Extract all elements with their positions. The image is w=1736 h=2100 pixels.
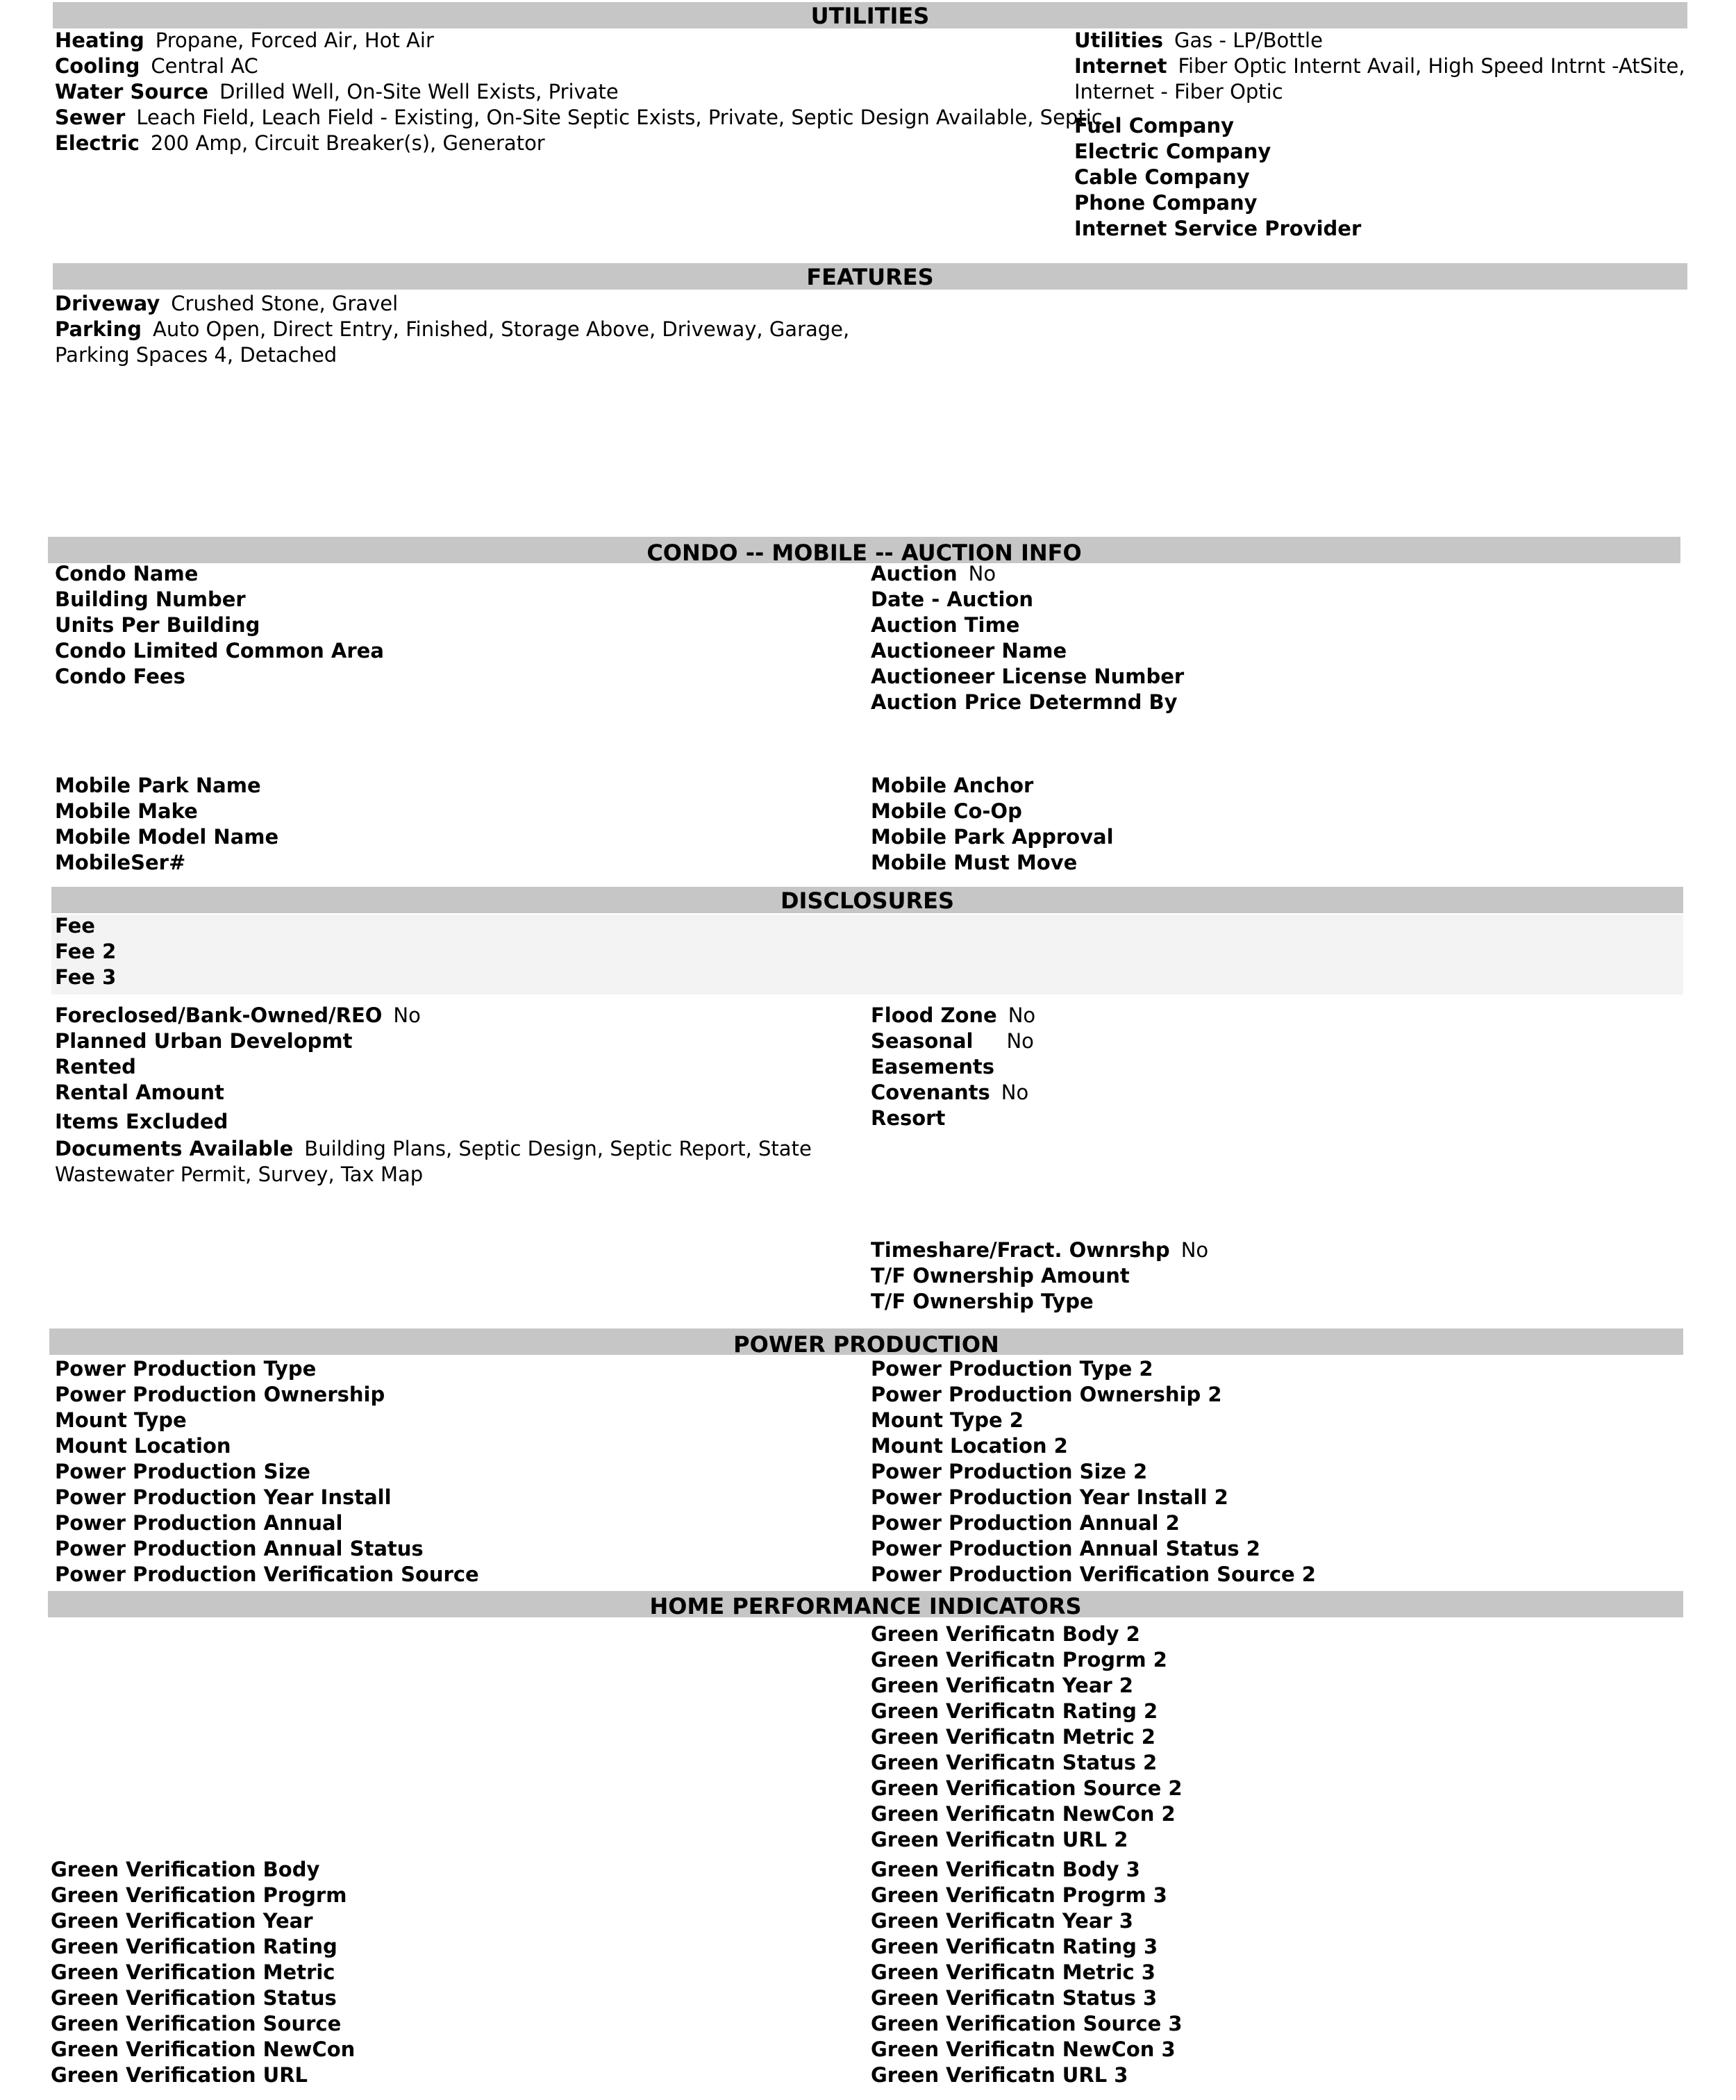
flood-zone-field: Flood Zone No (871, 1003, 1036, 1027)
power-title: POWER PRODUCTION (733, 1331, 999, 1358)
green-year-field: Green Verification Year (51, 1909, 313, 1933)
green-status-3-field: Green Verificatn Status 3 (871, 1986, 1158, 2010)
auction-time-field: Auction Time (871, 613, 1020, 637)
documents-field-cont: Wastewater Permit, Survey, Tax Map (55, 1162, 424, 1186)
fee-field: Fee (55, 914, 95, 938)
power-verification-field: Power Production Verification Source (55, 1562, 479, 1586)
driveway-field: Driveway Crushed Stone, Gravel (55, 292, 399, 315)
items-excluded-field: Items Excluded (55, 1110, 228, 1133)
mobile-model-field: Mobile Model Name (55, 825, 279, 849)
green-progrm-2-field: Green Verificatn Progrm 2 (871, 1648, 1167, 1672)
green-metric-3-field: Green Verificatn Metric 3 (871, 1960, 1155, 1984)
green-source-3-field: Green Verification Source 3 (871, 2012, 1183, 2035)
tf-amount-field: T/F Ownership Amount (871, 1264, 1130, 1288)
resort-field: Resort (871, 1106, 946, 1130)
parking-field-cont: Parking Spaces 4, Detached (55, 343, 337, 367)
mobile-ser-field: MobileSer# (55, 851, 186, 874)
power-annual-field: Power Production Annual (55, 1511, 343, 1535)
easements-field: Easements (871, 1055, 994, 1078)
power-ownership-2-field: Power Production Ownership 2 (871, 1383, 1222, 1406)
green-url-3-field: Green Verificatn URL 3 (871, 2063, 1128, 2087)
isp-field: Internet Service Provider (1074, 217, 1362, 240)
green-metric-field: Green Verification Metric (51, 1960, 335, 1984)
mobile-make-field: Mobile Make (55, 799, 198, 823)
green-url-field: Green Verification URL (51, 2063, 308, 2087)
green-status-field: Green Verification Status (51, 1986, 337, 2010)
documents-field: Documents Available Building Plans, Septic Design, Septic Report, State (55, 1137, 812, 1160)
internet-field-cont: Internet - Fiber Optic (1074, 80, 1283, 103)
green-year-2-field: Green Verificatn Year 2 (871, 1674, 1133, 1697)
auction-field: Auction No (871, 562, 996, 585)
mobile-must-move-field: Mobile Must Move (871, 851, 1078, 874)
mount-location-field: Mount Location (55, 1434, 231, 1458)
foreclosed-field: Foreclosed/Bank-Owned/REO No (55, 1003, 421, 1027)
power-header (49, 1328, 1683, 1358)
green-year-3-field: Green Verificatn Year 3 (871, 1909, 1133, 1933)
green-status-2-field: Green Verificatn Status 2 (871, 1751, 1158, 1774)
condo-title: CONDO -- MOBILE -- AUCTION INFO (646, 540, 1082, 566)
rental-amount-field: Rental Amount (55, 1081, 224, 1104)
power-ownership-field: Power Production Ownership (55, 1383, 385, 1406)
green-newcon-2-field: Green Verificatn NewCon 2 (871, 1802, 1176, 1826)
condo-header (48, 537, 1680, 566)
rented-field: Rented (55, 1055, 136, 1078)
condo-fees-field: Condo Fees (55, 665, 185, 688)
parking-field: Parking Auto Open, Direct Entry, Finished, Storage Above, Driveway, Garage, (55, 317, 850, 341)
water-source-field: Water Source Drilled Well, On-Site Well Exists, Private (55, 80, 619, 103)
power-annual-status-field: Power Production Annual Status (55, 1537, 424, 1560)
disclosures-header (51, 887, 1683, 913)
power-type-2-field: Power Production Type 2 (871, 1357, 1153, 1381)
features-header (53, 263, 1687, 290)
green-rating-3-field: Green Verificatn Rating 3 (871, 1935, 1158, 1958)
green-newcon-field: Green Verification NewCon (51, 2038, 356, 2061)
fee-3-field: Fee 3 (55, 965, 117, 989)
green-url-2-field: Green Verificatn URL 2 (871, 1828, 1128, 1851)
electric-company-field: Electric Company (1074, 140, 1271, 163)
mobile-coop-field: Mobile Co-Op (871, 799, 1022, 823)
units-per-building-field: Units Per Building (55, 613, 260, 637)
utilities-title: UTILITIES (810, 3, 930, 29)
performance-title: HOME PERFORMANCE INDICATORS (649, 1593, 1082, 1619)
green-body-field: Green Verification Body (51, 1858, 320, 1881)
seasonal-field: Seasonal No (871, 1029, 1034, 1053)
planned-urban-field: Planned Urban Developmt (55, 1029, 353, 1053)
heating-field: Heating Propane, Forced Air, Hot Air (55, 28, 434, 52)
green-newcon-3-field: Green Verificatn NewCon 3 (871, 2038, 1176, 2061)
tf-type-field: T/F Ownership Type (871, 1290, 1094, 1313)
green-rating-field: Green Verification Rating (51, 1935, 337, 1958)
covenants-field: Covenants No (871, 1081, 1029, 1104)
fee-2-field: Fee 2 (55, 940, 117, 963)
fuel-company-field: Fuel Company (1074, 114, 1235, 138)
auctioneer-license-field: Auctioneer License Number (871, 665, 1185, 688)
power-size-2-field: Power Production Size 2 (871, 1460, 1148, 1483)
mobile-park-name-field: Mobile Park Name (55, 774, 261, 797)
green-metric-2-field: Green Verificatn Metric 2 (871, 1725, 1155, 1749)
green-rating-2-field: Green Verificatn Rating 2 (871, 1699, 1158, 1723)
green-body-2-field: Green Verificatn Body 2 (871, 1622, 1140, 1646)
condo-name-field: Condo Name (55, 562, 199, 585)
features-title: FEATURES (806, 264, 934, 290)
internet-field: Internet Fiber Optic Internt Avail, High Speed Intrnt -AtSite, (1074, 54, 1685, 78)
utilities-field: Utilities Gas - LP/Bottle (1074, 28, 1323, 52)
mobile-anchor-field: Mobile Anchor (871, 774, 1034, 797)
electric-field: Electric 200 Amp, Circuit Breaker(s), Generator (55, 131, 545, 155)
power-verification-2-field: Power Production Verification Source 2 (871, 1562, 1316, 1586)
building-number-field: Building Number (55, 588, 246, 611)
utilities-header (53, 2, 1687, 28)
mobile-park-approval-field: Mobile Park Approval (871, 825, 1114, 849)
power-size-field: Power Production Size (55, 1460, 310, 1483)
power-type-field: Power Production Type (55, 1357, 317, 1381)
power-annual-status-2-field: Power Production Annual Status 2 (871, 1537, 1260, 1560)
mount-type-2-field: Mount Type 2 (871, 1408, 1024, 1432)
timeshare-field: Timeshare/Fract. Ownrshp No (871, 1238, 1209, 1262)
cable-company-field: Cable Company (1074, 165, 1250, 189)
mount-type-field: Mount Type (55, 1408, 187, 1432)
green-body-3-field: Green Verificatn Body 3 (871, 1858, 1140, 1881)
mount-location-2-field: Mount Location 2 (871, 1434, 1068, 1458)
performance-header (48, 1591, 1683, 1617)
power-year-field: Power Production Year Install (55, 1485, 392, 1509)
power-year-2-field: Power Production Year Install 2 (871, 1485, 1228, 1509)
date-auction-field: Date - Auction (871, 588, 1034, 611)
sewer-field: Sewer Leach Field, Leach Field - Existing, On-Site Septic Exists, Private, Septic Design Available, Septic (55, 106, 1103, 129)
fees-band (51, 915, 1683, 994)
phone-company-field: Phone Company (1074, 191, 1258, 215)
power-annual-2-field: Power Production Annual 2 (871, 1511, 1180, 1535)
disclosures-title: DISCLOSURES (780, 888, 955, 914)
auction-price-field: Auction Price Determnd By (871, 690, 1178, 714)
green-source-2-field: Green Verification Source 2 (871, 1776, 1183, 1800)
green-progrm-field: Green Verification Progrm (51, 1883, 347, 1907)
cooling-field: Cooling Central AC (55, 54, 258, 78)
condo-common-area-field: Condo Limited Common Area (55, 639, 384, 662)
auctioneer-name-field: Auctioneer Name (871, 639, 1067, 662)
green-progrm-3-field: Green Verificatn Progrm 3 (871, 1883, 1167, 1907)
green-source-field: Green Verification Source (51, 2012, 342, 2035)
